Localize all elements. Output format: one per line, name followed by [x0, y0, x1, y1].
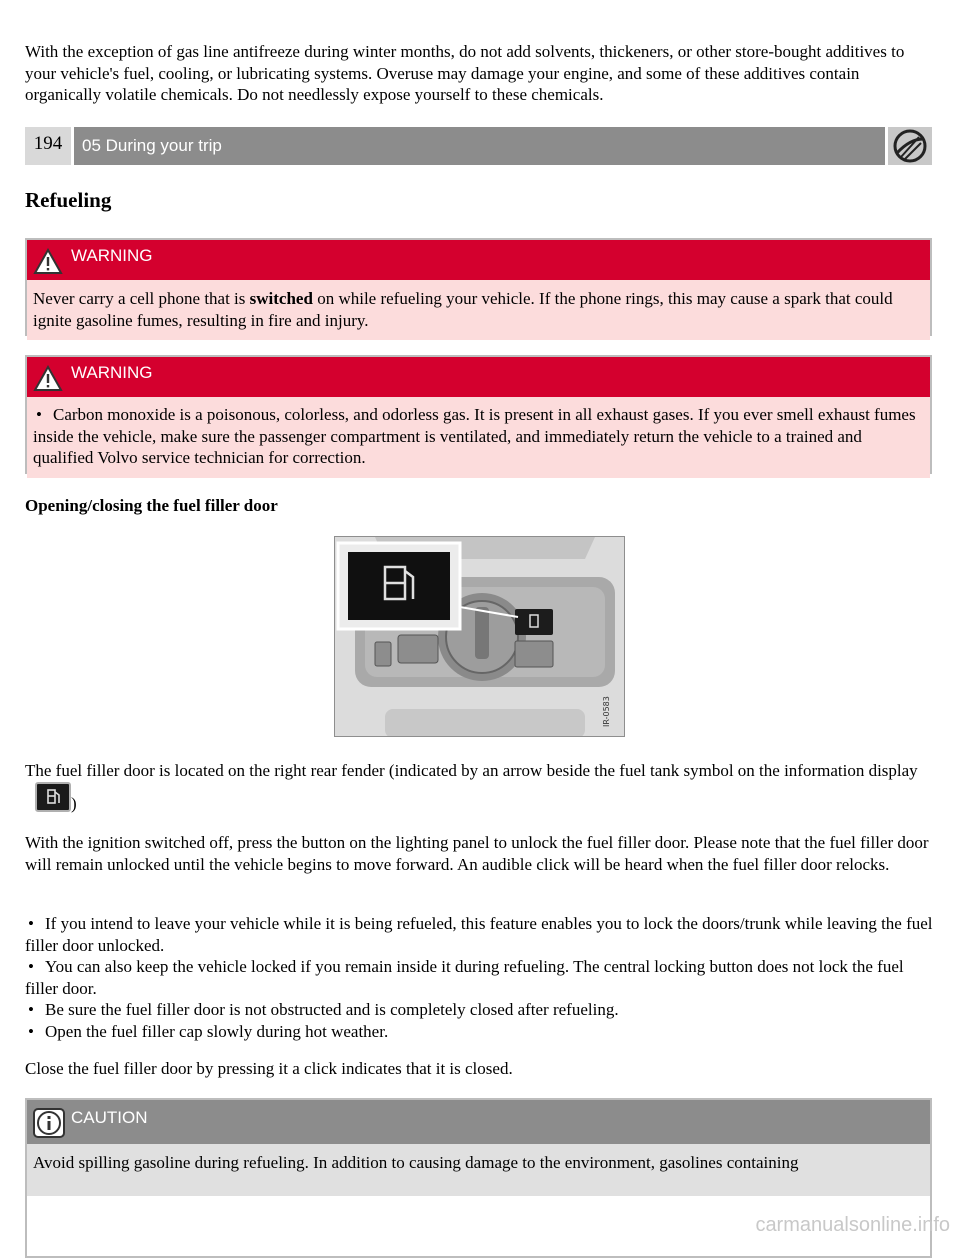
caution-title: CAUTION: [71, 1108, 148, 1127]
warning-title: WARNING: [71, 363, 153, 382]
warning-title: WARNING: [71, 246, 153, 265]
list-item-text: You can also keep the vehicle locked if you remain inside it during refueling. The central locking button does not lock the fuel filler door.: [25, 957, 904, 998]
warning-body: [27, 397, 930, 478]
fuel-door-location-paragraph: [25, 760, 935, 814]
list-item: [33, 404, 924, 469]
warning-box-cellphone: [25, 238, 932, 336]
intro-paragraph: With the exception of gas line antifreeze during winter months, do not add solvents, thickeners, or other store-bought additives to your vehicle's fuel, cooling, or lubricating systems. Overuse may damage your engine, and some of these additives contain organically volatile chemicals. Do not needlessly expose yourself to these chemicals.: [25, 42, 905, 104]
list-item: [25, 1021, 935, 1043]
warning-triangle-icon: [33, 365, 63, 398]
section-title: Refueling: [25, 188, 112, 212]
steering-road-icon: [888, 127, 932, 165]
fuel-door-tips-list: [25, 913, 935, 1042]
watermark: carmanualsonline.info: [755, 1213, 950, 1236]
subheading: Opening/closing the fuel filler door: [25, 496, 278, 515]
location-text-after: ): [71, 793, 77, 813]
list-item-text: If you intend to leave your vehicle while it is being refueled, this feature enables you to lock the doors/trunk while leaving the fuel filler door unlocked.: [25, 914, 933, 955]
warning-text-after: on while refueling your vehicle. If the phone rings, this may cause a spark that could ignite gasoline fumes, resulting in fire and injury.: [33, 289, 893, 330]
ignition-paragraph: With the ignition switched off, press the button on the lighting panel to unlock the fuel filler door. Please note that the fuel filler door will remain unlocked until the vehicle begins to move forward. An audible click will be heard when the fuel filler door relocks.: [25, 833, 929, 874]
list-item: [25, 913, 935, 956]
info-icon: [33, 1108, 65, 1144]
list-item: [25, 956, 935, 999]
lighting-panel-illustration: [334, 536, 625, 737]
figure-code: IR-0583: [602, 696, 611, 727]
list-item-text: Be sure the fuel filler door is not obstructed and is completely closed after refueling.: [45, 1000, 619, 1019]
chapter-title: 05 During your trip: [74, 127, 885, 165]
page-number: 194: [25, 127, 71, 165]
list-item-text: Open the fuel filler cap slowly during hot weather.: [45, 1021, 389, 1041]
warning-text-bold: switched: [249, 289, 313, 308]
warning-text-before: Never carry a cell phone that is: [33, 289, 250, 308]
caution-body: [27, 1144, 930, 1196]
list-item-text: Carbon monoxide is a poisonous, colorless, and odorless gas. It is present in all exhaust gases. If you ever smell exhaust fumes inside the vehicle, make sure the passenger compartment is ventilated, and immediately return the vehicle to a trained and qualified Volvo service technician for correction.: [33, 405, 916, 467]
caution-text: Avoid spilling gasoline during refueling. In addition to causing damage to the environment, gasolines containing: [33, 1153, 799, 1172]
page-header-bar: [25, 127, 932, 165]
fuel-pump-icon: [35, 782, 71, 812]
warning-header: [27, 240, 930, 280]
caution-header: [27, 1100, 930, 1144]
location-text-before: The fuel filler door is located on the right rear fender (indicated by an arrow beside the fuel tank symbol on the information display: [25, 761, 918, 780]
list-item: [25, 999, 935, 1021]
close-door-paragraph: Close the fuel filler door by pressing it a click indicates that it is closed.: [25, 1059, 513, 1078]
warning-triangle-icon: [33, 248, 63, 281]
warning-header: [27, 357, 930, 397]
warning-body: [27, 280, 930, 340]
warning-list: [33, 404, 924, 469]
warning-box-carbon-monoxide: [25, 355, 932, 474]
